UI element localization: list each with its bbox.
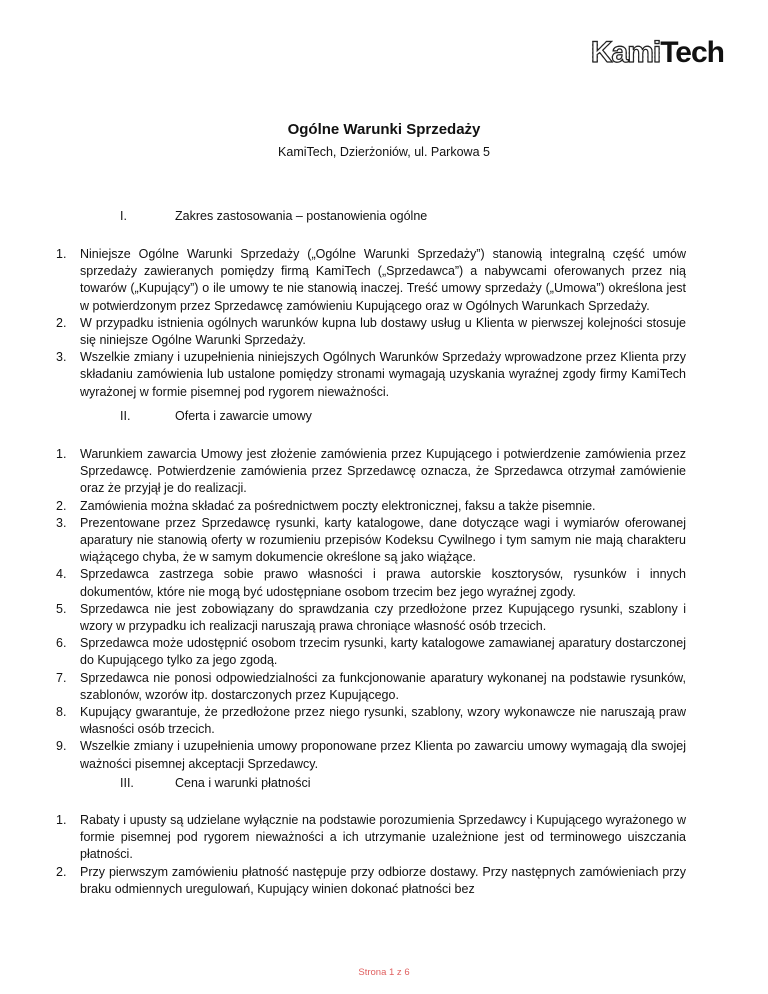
list-item: 2. W przypadku istnienia ogólnych warunków kupna lub dostawy usług u Klienta w pierwszej kolejności stosuje się niniejsze Ogólne Warunki Sprzedaży. [56,315,686,348]
document-subtitle: KamiTech, Dzierżoniów, ul. Parkowa 5 [278,145,490,159]
list-item: 2. Zamówienia można składać za pośrednictwem poczty elektronicznej, faksu a także pisemnie. [56,498,596,513]
section-number: III. [120,776,134,790]
list-item: 1. Warunkiem zawarcia Umowy jest złożenie zamówienia przez Kupującego i potwierdzenie zamówienia przez Sprzedawcę. Potwierdzenie zamówienia przez Sprzedawcę oznacza, że Sprzedawca otrzymał zamówienie oraz że przyjął je do realizacji. [56,447,686,496]
list-item: 4. Sprzedawca zastrzega sobie prawo własności i prawa autorskie kosztorysów, rysunków i innych dokumentów, które nie mogą być udostępniane osobom trzecim bez jego wyraźnej zgody. [56,567,686,599]
section-title: Zakres zastosowania – postanowienia ogólne [175,209,428,223]
list-item: 6. Sprzedawca może udostępnić osobom trzecim rysunki, karty katalogowe zamawianej aparatury dostarczonej do Kupującego tylko za jego zgodą. [56,636,686,668]
section-title: Oferta i zawarcie umowy [175,409,312,423]
list-item: 8. Kupujący gwarantuje, że przedłożone przez niego rysunki, szablony, wzory wykonawcze nie naruszają praw własności osób trzecich. [56,705,686,737]
document-title: Ogólne Warunki Sprzedaży [287,121,481,138]
list-item: 2. Przy pierwszym zamówieniu płatność następuje przy odbiorze dostawy. Przy następnych zamówieniach przy braku odmiennych uregulowań, Kupujący winien dokonać płatności bez [56,864,686,896]
section-number: I. [120,209,127,223]
list-item: 1. Niniejsze Ogólne Warunki Sprzedaży („Ogólne Warunki Sprzedaży”) stanowią integralną część umów sprzedaży zawieranych pomiędzy firmą KamiTech („Sprzedawca”) a nabywcami oferowanych przez nią towarów („Kupujący”) o ile umowy te nie stanowią inaczej. Treść umowy sprzedaży („Umowa”) określona jest w potwierdzonym przez Sprzedawcę zamówieniu Kupującego oraz w Ogólnych Warunkach Sprzedaży. [56,247,686,313]
logo-text-outline: Kami [590,36,661,69]
list-item: 7. Sprzedawca nie ponosi odpowiedzialności za funkcjonowanie aparatury wykonanej na podstawie rysunków, szablonów, wzorów itp. dostarczonych przez Kupującego. [56,670,686,702]
section-number: II. [120,409,131,423]
list-item: 5. Sprzedawca nie jest zobowiązany do sprawdzania czy przedłożone przez Kupującego rysunki, szablony i wzory w przypadku ich realizacji naruszają prawa chroniące własność osób trzecich. [56,601,686,634]
list-item: 9. Wszelkie zmiany i uzupełnienia umowy proponowane przez Klienta po zawarciu umowy wymagają dla swojej ważności pisemnej akceptacji Sprzedawcy. [56,739,686,771]
section-list [56,246,686,401]
section-title: Cena i warunki płatności [175,776,311,790]
list-item: 1. Rabaty i upusty są udzielane wyłącznie na podstawie porozumienia Sprzedawcy i Kupującego wyrażonego w formie pisemnej pod rygorem nieważności a ich utrzymanie uzależnione jest od terminowego uiszczania płatności. [56,813,686,862]
list-item: 3. Prezentowane przez Sprzedawcę rysunki, karty katalogowe, dane dotyczące wagi i wymiarów oferowanej aparatury nie stanowią oferty w rozumieniu przepisów Kodeksu Cywilnego i tym samym nie mają charakteru wiążącego chyba, że w samym dokumencie określone są jako wiążące. [56,515,686,565]
section-list [56,446,686,773]
page-number-footer: Strona 1 z 6 [358,967,410,978]
logo-text-solid: Tech [660,36,724,69]
section-list [56,812,686,898]
kamitech-logo [591,38,724,68]
list-item: 3. Wszelkie zmiany i uzupełnienia niniejszych Ogólnych Warunków Sprzedaży wprowadzone przez Klienta przy składaniu zamówienia lub ustalone pomiędzy stronami wymagają uzyskania wyraźnej zgody firmy KamiTech wyrażonej w formie pisemnej pod rygorem nieważności. [56,350,686,399]
